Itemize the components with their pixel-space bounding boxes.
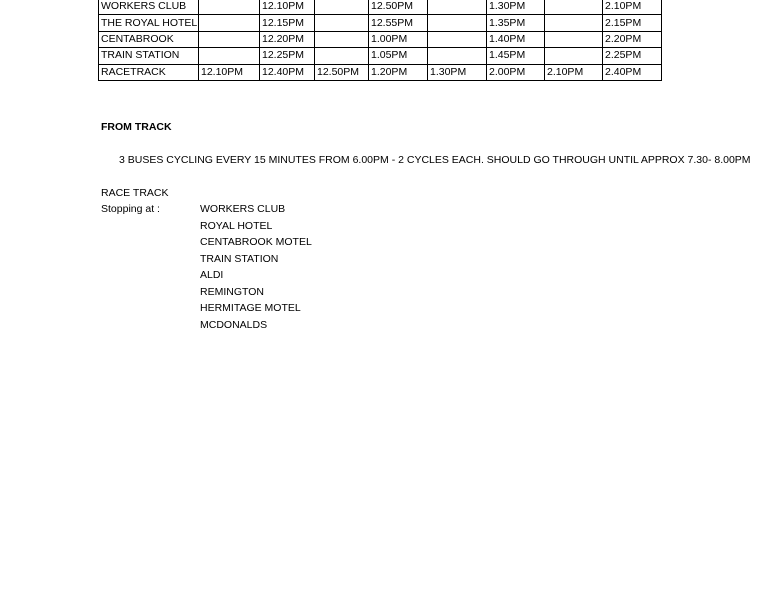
stop-name-cell: TRAIN STATION xyxy=(99,48,199,64)
time-cell xyxy=(199,0,260,15)
time-cell xyxy=(428,15,487,31)
table-row xyxy=(99,64,662,80)
time-cell: 1.20PM xyxy=(369,64,428,80)
time-cell: 12.10PM xyxy=(260,0,315,15)
stop-list xyxy=(200,202,312,334)
time-cell: 2.00PM xyxy=(487,64,545,80)
time-cell xyxy=(199,48,260,64)
list-item: ROYAL HOTEL xyxy=(200,219,273,232)
list-item: ALDI xyxy=(200,269,224,281)
time-cell xyxy=(428,0,487,15)
time-cell: 12.40PM xyxy=(260,64,315,80)
time-cell: 1.45PM xyxy=(487,48,545,64)
time-cell xyxy=(428,48,487,64)
time-cell xyxy=(315,31,369,47)
time-cell: 2.15PM xyxy=(603,15,662,31)
stop-name-cell: THE ROYAL HOTEL xyxy=(99,15,199,31)
time-cell: 12.15PM xyxy=(260,15,315,31)
list-item: WORKERS CLUB xyxy=(200,203,286,215)
time-cell: 12.20PM xyxy=(260,31,315,47)
time-cell: 1.30PM xyxy=(428,64,487,80)
time-cell: 2.40PM xyxy=(603,64,662,80)
list-item: MCDONALDS xyxy=(200,318,268,331)
time-cell: 2.20PM xyxy=(603,31,662,47)
time-cell: 1.30PM xyxy=(487,0,545,15)
time-cell: 12.50PM xyxy=(369,0,428,15)
time-cell: 1.35PM xyxy=(487,15,545,31)
stop-name-cell: CENTABROOK xyxy=(99,31,199,47)
time-cell xyxy=(199,31,260,47)
time-cell: 1.05PM xyxy=(369,48,428,64)
time-cell: 2.25PM xyxy=(603,48,662,64)
bus-cycle-note: 3 BUSES CYCLING EVERY 15 MINUTES FROM 6.00PM - 2 CYCLES EACH. SHOULD GO THROUGH UNTIL APPROX 7.30- 8.00PM xyxy=(119,154,751,166)
time-cell xyxy=(545,31,603,47)
table-row xyxy=(99,0,662,15)
list-item: TRAIN STATION xyxy=(200,252,279,265)
table-row xyxy=(99,15,662,31)
time-cell: 1.00PM xyxy=(369,31,428,47)
time-cell xyxy=(315,15,369,31)
time-cell: 1.40PM xyxy=(487,31,545,47)
time-cell: 12.10PM xyxy=(199,64,260,80)
table-row xyxy=(99,31,662,47)
time-cell xyxy=(315,48,369,64)
list-item: REMINGTON xyxy=(200,285,264,298)
time-cell: 2.10PM xyxy=(603,0,662,15)
time-cell xyxy=(315,0,369,15)
table-row xyxy=(99,48,662,64)
stop-name-cell: WORKERS CLUB xyxy=(99,0,199,15)
time-cell xyxy=(545,48,603,64)
from-track-heading: FROM TRACK xyxy=(101,121,172,133)
time-cell xyxy=(428,31,487,47)
time-cell: 12.55PM xyxy=(369,15,428,31)
origin-label: RACE TRACK xyxy=(101,187,169,199)
time-cell xyxy=(199,15,260,31)
list-item: HERMITAGE MOTEL xyxy=(200,302,301,314)
stopping-at-label: Stopping at : xyxy=(101,203,160,215)
time-cell xyxy=(545,15,603,31)
stop-name-cell: RACETRACK xyxy=(99,64,199,80)
time-cell: 12.25PM xyxy=(260,48,315,64)
bus-schedule-table xyxy=(98,0,662,81)
list-item: CENTABROOK MOTEL xyxy=(200,236,312,248)
time-cell: 2.10PM xyxy=(545,64,603,80)
time-cell xyxy=(545,0,603,15)
time-cell: 12.50PM xyxy=(315,64,369,80)
